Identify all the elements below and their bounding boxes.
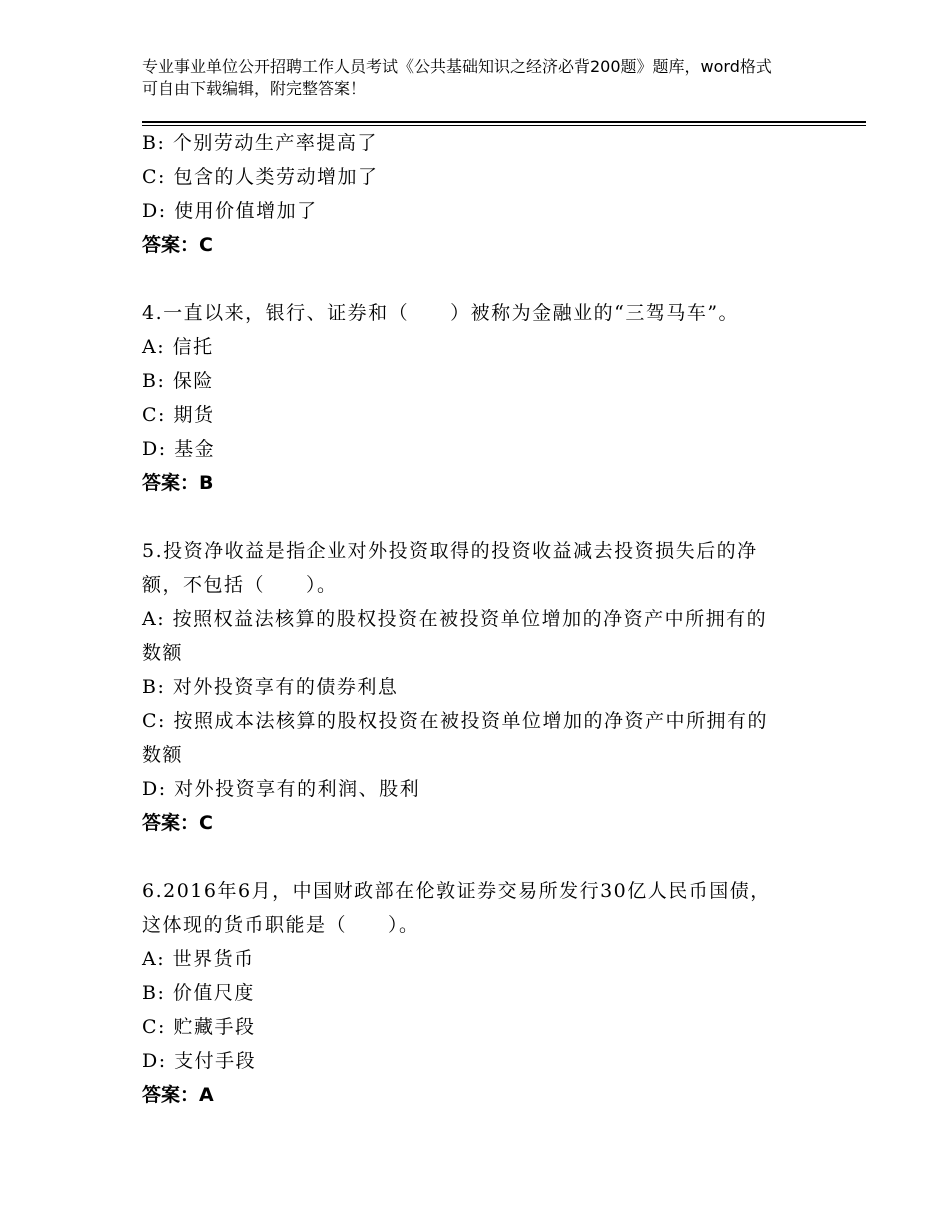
spacer	[142, 840, 812, 874]
q6-question-line-2: 这体现的货币职能是（ ）。	[142, 914, 420, 936]
q5-option-c-line-1: C: 按照成本法核算的股权投资在被投资单位增加的净资产中所拥有的	[142, 710, 768, 732]
question-5-block	[142, 534, 812, 840]
q4-option-d: D: 基金	[142, 438, 216, 460]
header-divider	[142, 121, 866, 123]
q3-option-d: D: 使用价值增加了	[142, 200, 318, 222]
q5-option-b: B: 对外投资享有的债券利息	[142, 676, 399, 698]
q4-option-c: C: 期货	[142, 404, 215, 426]
spacer	[142, 262, 812, 296]
q5-option-a-line-1: A: 按照权益法核算的股权投资在被投资单位增加的净资产中所拥有的	[142, 608, 768, 630]
q6-answer: 答案：A	[142, 1084, 214, 1106]
q6-option-c: C: 贮藏手段	[142, 1016, 256, 1038]
q5-answer: 答案：C	[142, 812, 213, 834]
q4-answer: 答案：B	[142, 472, 214, 494]
document-header: 专业事业单位公开招聘工作人员考试《公共基础知识之经济必背200题》题库，word格式可自由下载编辑，附完整答案！	[142, 57, 772, 98]
spacer	[142, 500, 812, 534]
q5-question-line-2: 额，不包括（ ）。	[142, 574, 338, 596]
q4-option-b: B: 保险	[142, 370, 214, 392]
question-4-block	[142, 296, 812, 500]
q4-option-a: A: 信托	[142, 336, 214, 358]
q3-option-b: B: 个别劳动生产率提高了	[142, 132, 378, 154]
q5-question-line-1: 5.投资净收益是指企业对外投资取得的投资收益减去投资损失后的净	[142, 540, 758, 562]
q5-option-d: D: 对外投资享有的利润、股利	[142, 778, 421, 800]
q6-option-b: B: 价值尺度	[142, 982, 255, 1004]
q6-option-d: D: 支付手段	[142, 1050, 257, 1072]
question-content	[142, 126, 812, 1112]
question-3-block	[142, 126, 812, 262]
q6-option-a: A: 世界货币	[142, 948, 255, 970]
q5-option-c-line-2: 数额	[142, 744, 184, 766]
question-6-block	[142, 874, 812, 1112]
q3-option-c: C: 包含的人类劳动增加了	[142, 166, 379, 188]
q5-option-a-line-2: 数额	[142, 642, 184, 664]
q3-answer: 答案：C	[142, 234, 213, 256]
q6-question-line-1: 6.2016年6月，中国财政部在伦敦证券交易所发行30亿人民币国债，	[142, 880, 771, 902]
q4-question: 4.一直以来，银行、证券和（ ）被称为金融业的“三驾马车”。	[142, 302, 740, 324]
